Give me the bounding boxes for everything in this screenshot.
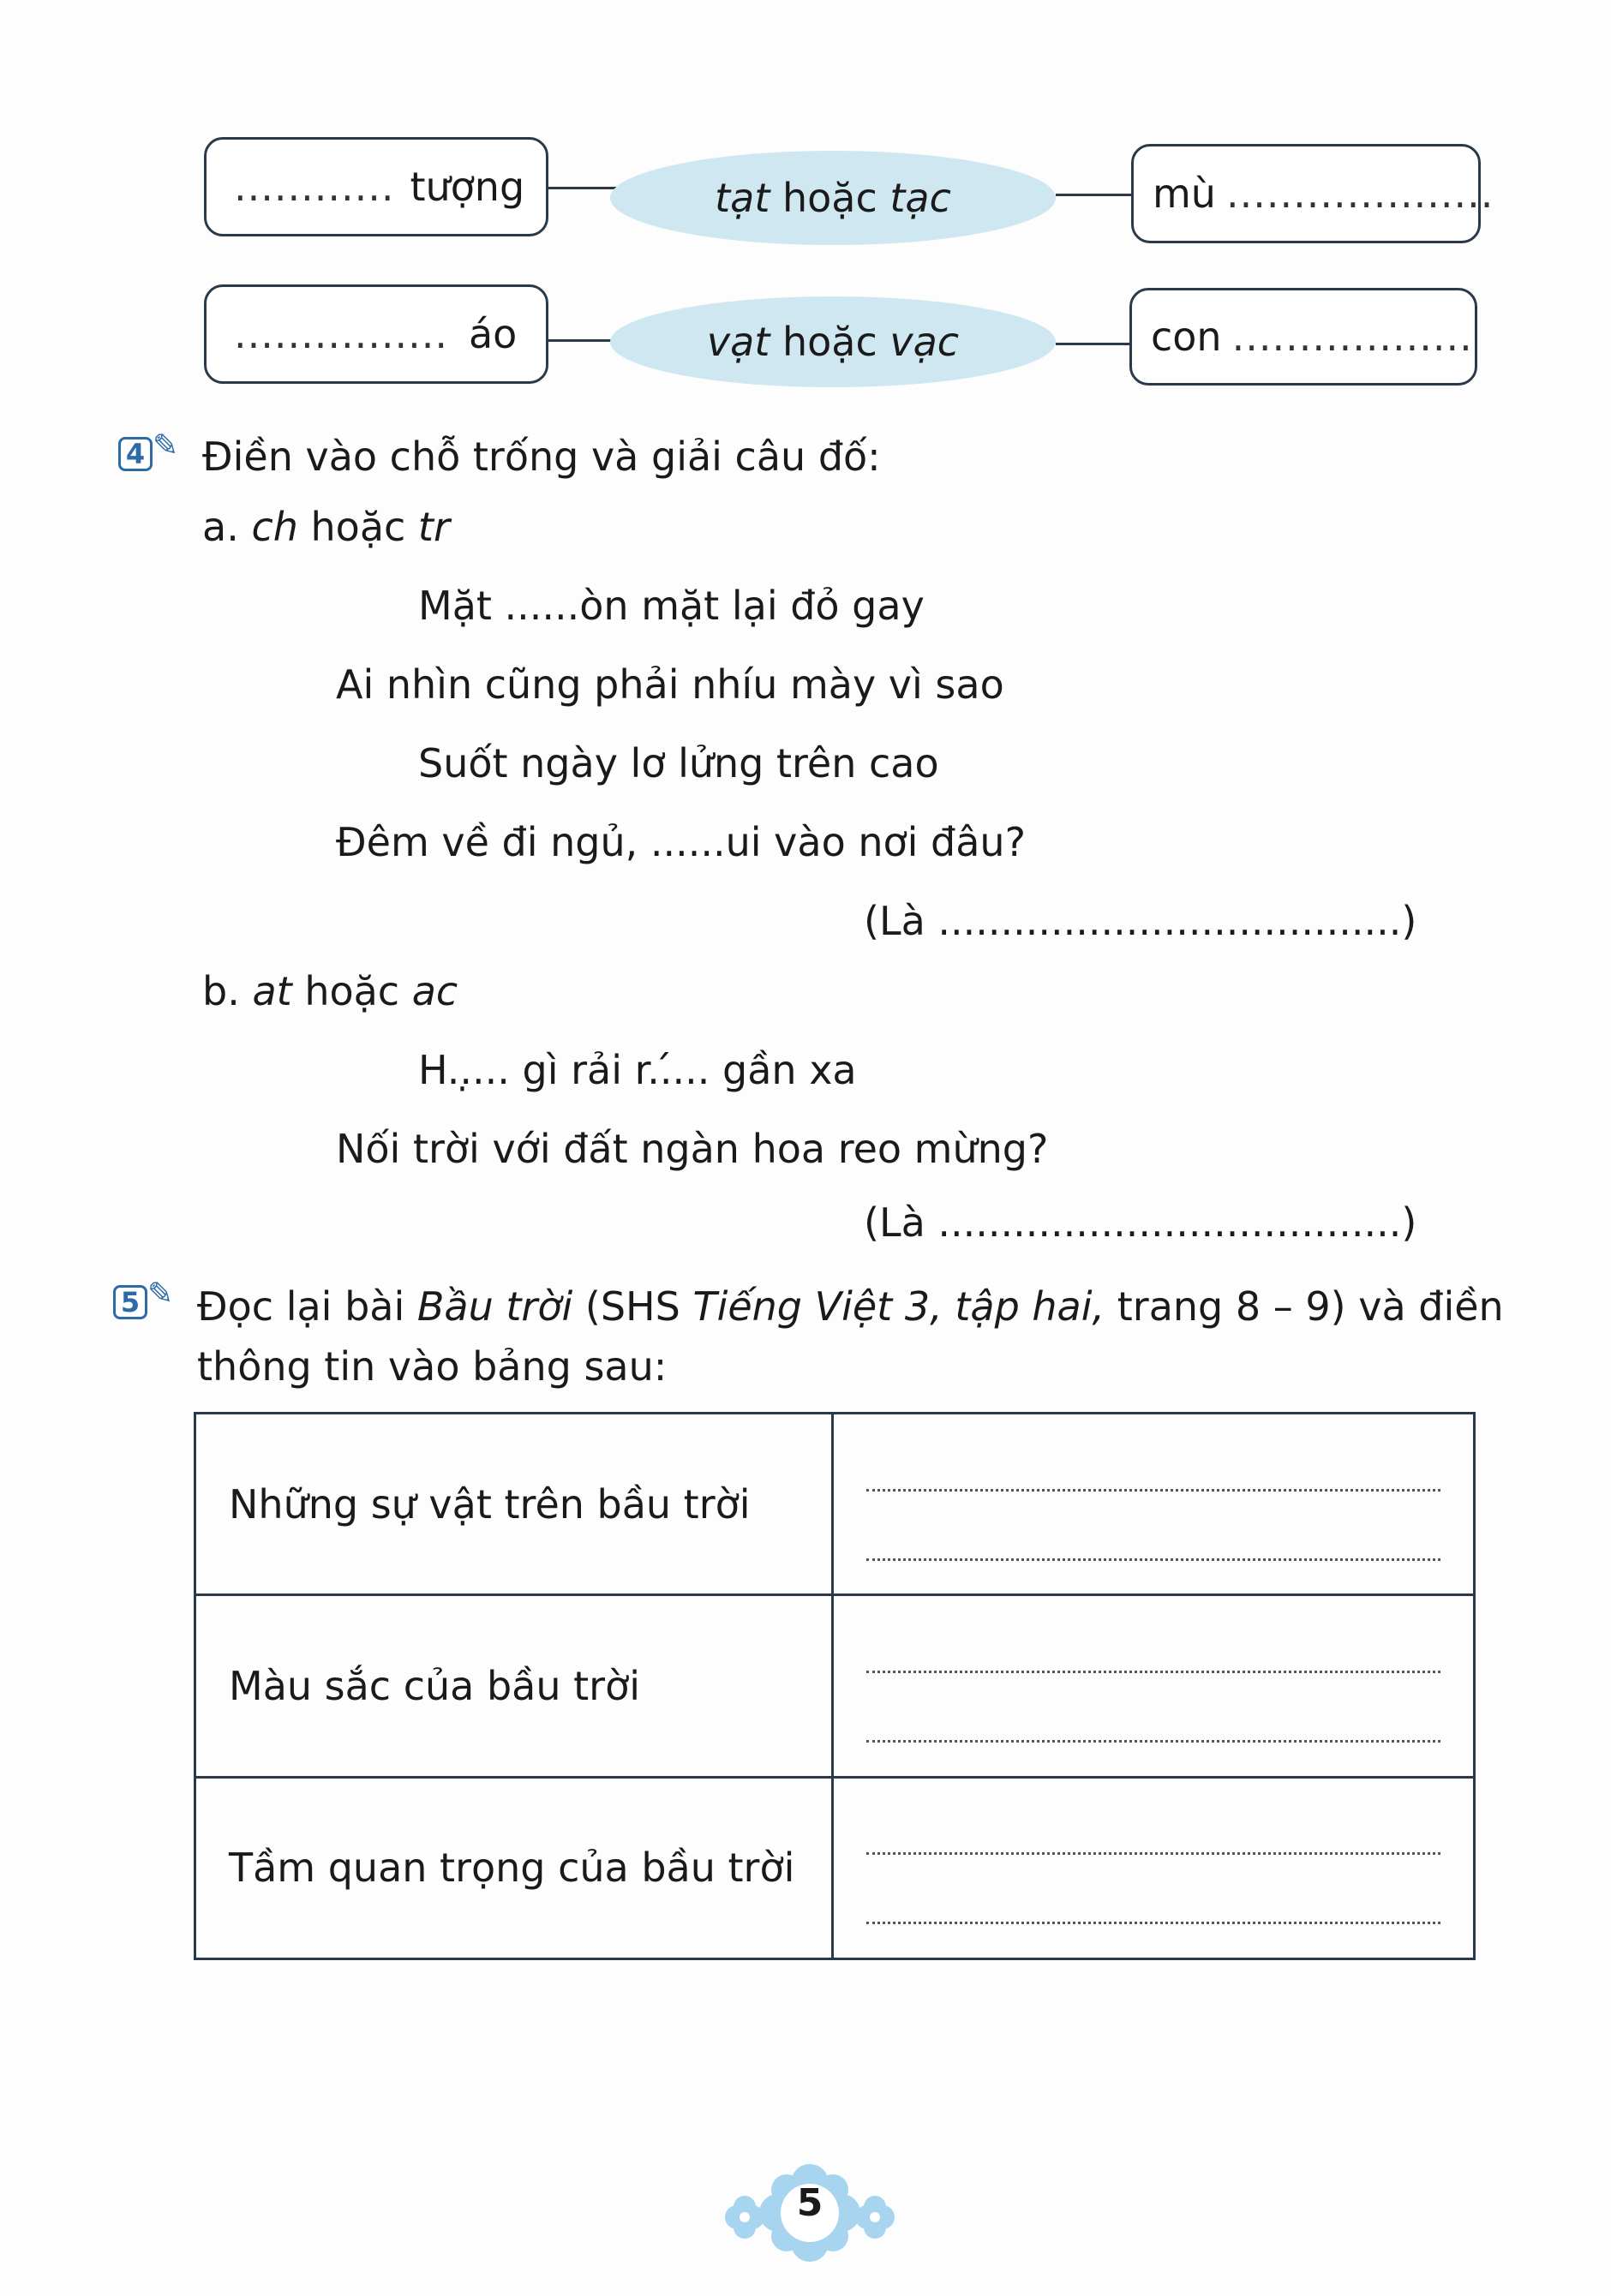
word-left-1: tượng: [410, 164, 525, 210]
book-title: Tiếng Việt 3, tập hai,: [692, 1283, 1105, 1330]
question-5-instruction-line2: thông tin vào bảng sau:: [197, 1343, 668, 1390]
riddle-line: Mặt ......òn mặt lại đỏ gay: [418, 583, 925, 629]
dotted-line: [866, 1887, 1440, 1924]
instruction-text: Đọc lại bài: [197, 1283, 417, 1330]
connector: [548, 187, 617, 189]
option-a: vạt: [706, 319, 770, 365]
instruction-text: (SHS: [572, 1283, 693, 1330]
option-2: ac: [411, 968, 458, 1014]
pencil-icon: ✎: [147, 1277, 174, 1312]
word-box-left-1: [204, 137, 548, 236]
part-label: b.: [202, 968, 240, 1014]
riddle-line: H..̣... gì rải r..́... gần xa: [418, 1047, 857, 1093]
option-or: hoặc: [310, 504, 406, 550]
option-b: tạc: [889, 175, 951, 221]
info-table: [194, 1412, 1476, 1960]
option-oval-2: [610, 296, 1056, 387]
riddle-line: Đêm về đi ngủ, ......ui vào nơi đâu?: [336, 819, 1026, 865]
part-a-heading: [202, 504, 450, 550]
part-label: a.: [202, 504, 239, 550]
table-row-label: Những sự vật trên bầu trời: [195, 1414, 833, 1595]
blank-dots: ............: [234, 164, 395, 210]
answer-line-b: (Là .....................................): [864, 1199, 1417, 1246]
word-box-right-1: [1131, 144, 1494, 243]
question-5-instruction: [197, 1283, 1504, 1330]
word-box-left-2: [204, 284, 548, 384]
connector: [548, 339, 617, 342]
connector: [1056, 343, 1135, 345]
answer-cell[interactable]: [833, 1414, 1475, 1595]
dotted-line: [866, 1455, 1440, 1492]
option-or: hoặc: [782, 319, 877, 365]
lesson-title: Bầu trời: [416, 1283, 573, 1330]
word-left-2: áo: [468, 311, 518, 357]
option-b: vạc: [889, 319, 960, 365]
option-1: at: [252, 968, 292, 1014]
option-a: tạt: [715, 175, 770, 221]
blank-dots: ..................: [1231, 314, 1473, 360]
option-oval-1: [610, 151, 1056, 245]
word-right-2: con: [1151, 314, 1222, 360]
word-right-1: mù: [1153, 170, 1216, 217]
question-number-badge: 4: [118, 437, 153, 471]
question-4-instruction: Điền vào chỗ trống và giải câu đố:: [202, 433, 881, 480]
answer-line-a: (Là .....................................): [864, 898, 1417, 944]
page-number: 5: [796, 2181, 823, 2225]
table-row: [195, 1414, 1475, 1595]
option-or: hoặc: [304, 968, 400, 1014]
blank-dots: ....................: [1225, 170, 1494, 217]
riddle-line: Ai nhìn cũng phải nhíu mày vì sao: [336, 661, 1004, 708]
blank-dots: ................: [234, 311, 448, 357]
table-row-label: Tầm quan trọng của bầu trời: [195, 1777, 833, 1958]
option-1: ch: [251, 504, 298, 550]
pencil-icon: ✎: [153, 428, 179, 463]
answer-cell[interactable]: [833, 1595, 1475, 1777]
dotted-line: [866, 1636, 1440, 1673]
part-b-heading: [202, 968, 458, 1014]
riddle-line: Nối trời với đất ngàn hoa reo mừng?: [336, 1126, 1049, 1172]
option-or: hoặc: [782, 175, 877, 221]
answer-cell[interactable]: [833, 1777, 1475, 1958]
dotted-line: [866, 1524, 1440, 1561]
connector: [1056, 194, 1135, 196]
table-row: [195, 1777, 1475, 1958]
word-box-right-2: [1129, 288, 1477, 386]
instruction-text: trang 8 – 9) và điền: [1105, 1283, 1504, 1330]
table-row: [195, 1595, 1475, 1777]
dotted-line: [866, 1818, 1440, 1855]
option-2: tr: [417, 504, 450, 550]
question-number-badge: 5: [113, 1285, 147, 1319]
dotted-line: [866, 1706, 1440, 1743]
riddle-line: Suốt ngày lơ lửng trên cao: [418, 740, 939, 786]
table-row-label: Màu sắc của bầu trời: [195, 1595, 833, 1777]
